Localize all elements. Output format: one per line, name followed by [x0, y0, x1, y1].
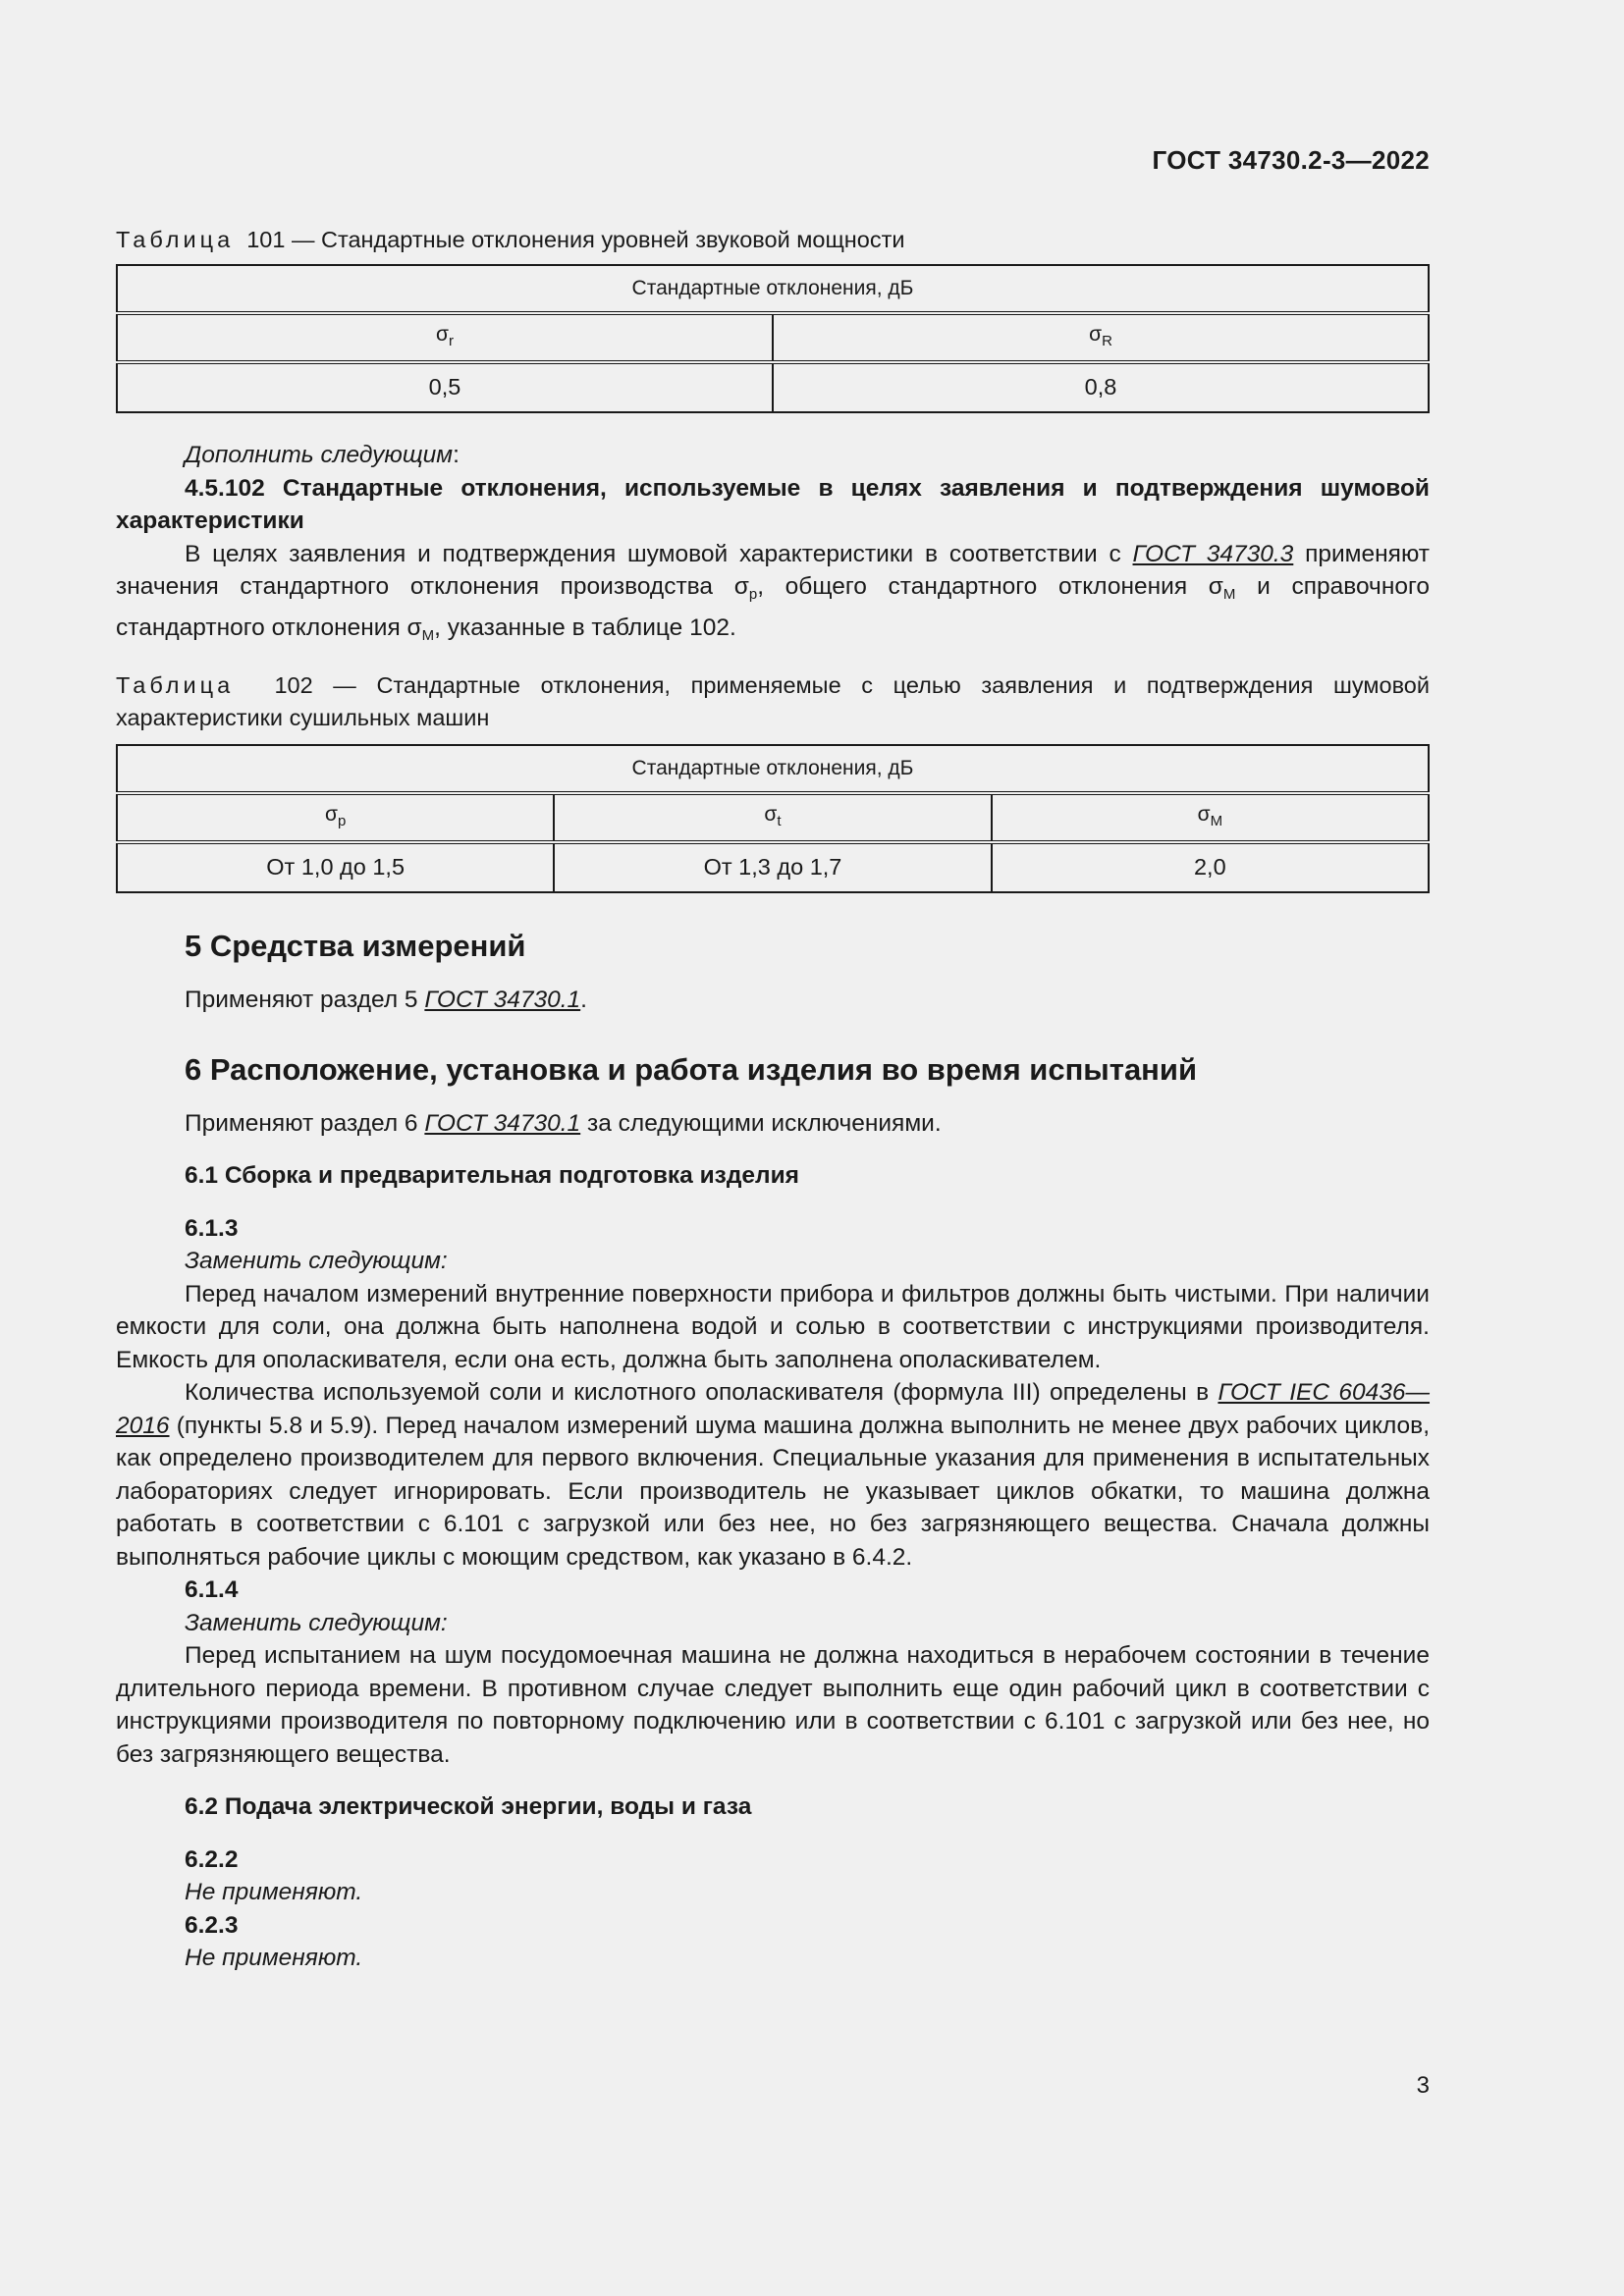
table-101-caption: Таблица 101 — Стандартные отклонения уровней звуковой мощности: [116, 227, 905, 252]
supplement-note: Дополнить следующим:: [185, 442, 460, 468]
link-gost-34730-1[interactable]: ГОСТ 34730.1: [424, 1109, 581, 1137]
value-cell: От 1,3 до 1,7: [554, 842, 991, 892]
subsection-6-1-title: 6.1 Сборка и предварительная подготовка изделия: [185, 1162, 799, 1189]
not-applied-note: Не применяют.: [185, 1879, 363, 1905]
symbol-cell: $\sigma_R$: [773, 313, 1429, 362]
value-cell: От 1,0 до 1,5: [117, 842, 554, 892]
paragraph: Применяют раздел 6 ГОСТ 34730.1 за следующими исключениями.: [185, 1109, 942, 1137]
clause-title-4-5-102: 4.5.102 Стандартные отклонения, используемые в целях заявления и подтверждения шумовой характеристики: [116, 474, 1430, 534]
table-102-caption: Таблица 102 — Стандартные отклонения, применяемые с целью заявления и подтверждения шумовой характеристики сушильных машин: [116, 672, 1430, 730]
paragraph: Перед началом измерений внутренние поверхности прибора и фильтров должны быть чистыми. При наличии емкости для соли, она должна быть наполнена водой и солью в соответствии с инструкциями производителя. Емкость для ополаскивателя, если она есть, должна быть заполнена ополаскивателем.: [116, 1280, 1430, 1373]
value-cell: 0,8: [773, 362, 1429, 412]
symbol-cell: $\sigma_M$: [992, 793, 1429, 842]
link-gost-34730-1[interactable]: ГОСТ 34730.1: [424, 987, 581, 1013]
paragraph: Количества используемой соли и кислотного ополаскивателя (формула III) определены в ГОСТ IEC 60436—2016 (пункты 5.8 и 5.9). Перед началом измерений шума машина должна выполнить не менее двух рабочих циклов, как определено производителем для первого включения. Специальные указания для применения в испытательных лабораториях следует игнорировать. Если производитель не указывает циклов обкатки, то машина должна работать в соответствии с 6.101 с загрузкой или без нее, но без загрязняющего вещества. Сначала должны выполняться рабочие циклы с моющим средством, как указано в 6.4.2.: [116, 1379, 1431, 1571]
symbol-cell: $\sigma_r$: [117, 313, 773, 362]
table-102: [116, 744, 1430, 893]
clause-6-2-2: 6.2.2: [185, 1845, 239, 1873]
clause-6-2-3: 6.2.3: [185, 1911, 239, 1939]
table-header: Стандартные отклонения, дБ: [117, 265, 1429, 313]
paragraph: В целях заявления и подтверждения шумовой характеристики в соответствии с ГОСТ 34730.3 применяют значения стандартного отклонения производства $\sigma_p$, общего стандартного отклонения $\sigma_M$ и справочного стандартного отклонения $\sigma_M$, указанные в таблице 102.: [116, 540, 1430, 644]
clause-6-1-4: 6.1.4: [185, 1576, 239, 1603]
page-number: 3: [1416, 2072, 1430, 2099]
table-header: Стандартные отклонения, дБ: [117, 745, 1429, 793]
page-content: [116, 224, 1430, 1975]
subsection-6-2-title: 6.2 Подача электрической энергии, воды и газа: [185, 1793, 752, 1820]
symbol-cell: $\sigma_t$: [554, 793, 991, 842]
replace-note: Заменить следующим:: [185, 1248, 448, 1274]
section-6-title: 6 Расположение, установка и работа изделия во время испытаний: [185, 1051, 1198, 1087]
clause-6-1-3: 6.1.3: [185, 1214, 239, 1242]
symbol-cell: $\sigma_p$: [117, 793, 554, 842]
paragraph: Применяют раздел 5 ГОСТ 34730.1.: [185, 987, 587, 1013]
document-code: ГОСТ 34730.2-3—2022: [1152, 145, 1430, 175]
value-cell: 2,0: [992, 842, 1429, 892]
replace-note: Заменить следующим:: [185, 1609, 448, 1636]
link-gost-34730-3[interactable]: ГОСТ 34730.3: [1132, 540, 1294, 567]
value-cell: 0,5: [117, 362, 773, 412]
section-5-title: 5 Средства измерений: [185, 929, 526, 963]
link-gost-iec-60436[interactable]: ГОСТ IEC 60436—2016: [116, 1379, 1431, 1439]
table-101: [116, 264, 1430, 413]
paragraph: Перед испытанием на шум посудомоечная машина не должна находиться в нерабочем состоянии в течение длительного периода времени. В противном случае следует выполнить еще один рабочий цикл в соответствии с инструкциями производителя по повторному подключению или в соответствии с 6.101 с загрузкой или без нее, но без загрязняющего вещества.: [116, 1642, 1430, 1768]
not-applied-note: Не применяют.: [185, 1945, 363, 1971]
